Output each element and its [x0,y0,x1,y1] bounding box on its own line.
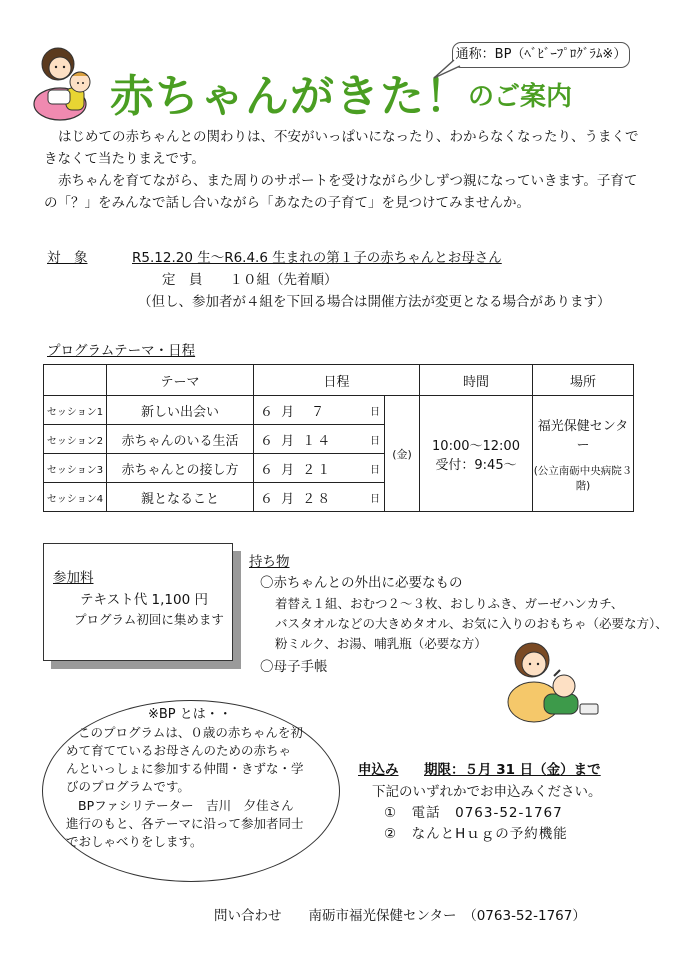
intro-line: 赤ちゃんを育てながら、また周りのサポートを受けながら少しずつ親になっていきます。子育て [58,173,638,189]
session-cell: セッション3 [44,454,107,483]
program-heading: プログラムテーマ・日程 [47,343,196,359]
items-line: 粉ミルク、お湯、哺乳瓶（必要な方） [275,636,487,651]
header-cell: テーマ [107,365,254,396]
intro-line: はじめての赤ちゃんとの関わりは、不安がいっぱいになったり、わからなくなったり、うまくで [58,129,639,145]
mother-baby-illustration [20,42,104,122]
day-cell: 日 [344,425,385,454]
day-cell: 日 [344,396,385,425]
apply-text: 下記のいずれかでお申込みください。 [372,784,602,800]
weekday-cell: (金) [385,396,420,512]
callout-tail [432,58,462,80]
schedule-table [43,364,634,512]
time-cell [420,396,533,512]
items-line: バスタオルなどの大きめタオル、お気に入りのおもちゃ（必要な方）、 [275,616,668,631]
bp-line: めて育てているお母さんのための赤ちゃ [66,743,292,758]
items-title: 持ち物 [249,554,290,570]
target-note: （但し、参加者が４組を下回る場合は開催方法が変更となる場合があります） [138,294,611,310]
fee-box [43,543,233,661]
session-cell: セッション2 [44,425,107,454]
contact-info: 問い合わせ 南砺市福光保健センター （0763-52-1767） [214,908,586,924]
bp-line: このプログラムは、０歳の赤ちゃんを初 [78,725,303,740]
date-cell: ６ 月 ２１ [254,454,345,483]
intro [44,126,644,214]
mother-feeding-illustration [498,636,610,728]
bp-line: でおしゃべりをします。 [66,834,203,849]
items-line: 〇母子手帳 [260,659,328,675]
intro-line: きなくて当たりまえです。 [44,151,205,167]
intro-line: の「？」をみんなで話し合いながら「あなたの子育て」を見つけてみませんか。 [44,195,530,211]
date-cell: ６ 月 １４ [254,425,345,454]
theme-cell: 赤ちゃんのいる生活 [107,425,254,454]
apply-phone: ① 電話 0763-52-1767 [384,805,563,821]
place-value: 福光保健センター [537,418,629,453]
fee-collect: プログラム初回に集めます [74,612,224,627]
page-subtitle: のご案内 [468,82,573,112]
header-cell: 時間 [420,365,533,396]
session-cell: セッション4 [44,483,107,512]
items-line: 着替え１組、おむつ２～３枚、おしりふき、ガーゼハンカチ、 [275,596,624,611]
apply-online: ② なんとHｕｇの予約機能 [384,826,568,842]
bp-line: んといっしょに参加する仲間・きずな・学 [66,761,304,776]
session-cell: セッション1 [44,396,107,425]
fee-title: 参加料 [53,570,94,586]
theme-cell: 親となること [107,483,254,512]
apply-deadline: 期限：５月 31 日（金）まで [424,762,601,778]
bp-line: 進行のもと、各テーマに沿って参加者同士 [66,816,304,831]
day-cell: 日 [344,483,385,512]
theme-cell: 赤ちゃんとの接し方 [107,454,254,483]
page-title: 赤ちゃんがきた！ [110,71,470,122]
place-sub: (公立南砺中央病院３階) [533,464,633,492]
date-cell: ６ 月 ２８ [254,483,345,512]
reception-value: 受付：9:45～ [435,457,517,473]
theme-cell: 新しい出会い [107,396,254,425]
nickname-callout: 通称：BP（ﾍﾞﾋﾞｰﾌﾟﾛｸﾞﾗﾑ※） [452,42,630,68]
target-label: 対 象 [47,250,88,266]
header-cell: 日程 [254,365,420,396]
time-value: 10:00～12:00 [432,438,520,454]
bp-title: ※BP とは・・ [148,707,232,722]
place-cell [533,396,634,512]
fee-text: テキスト代 1,100 円 [80,592,208,608]
header-cell [44,365,107,396]
capacity: 定 員 １０組（先着順） [162,272,338,288]
day-cell: 日 [344,454,385,483]
bp-line: びのプログラムです。 [66,779,190,794]
items-line: 〇赤ちゃんとの外出に必要なもの [260,575,463,591]
table-row [44,396,634,425]
date-cell: ６ 月 ７ [254,396,345,425]
bp-line: BPファシリテーター 吉川 夕佳さん [78,798,294,813]
header-cell: 場所 [533,365,634,396]
target-value: R5.12.20 生～R6.4.6 生まれの第１子の赤ちゃんとお母さん [132,250,502,266]
apply-label: 申込み [358,762,399,778]
table-header-row [44,365,634,396]
